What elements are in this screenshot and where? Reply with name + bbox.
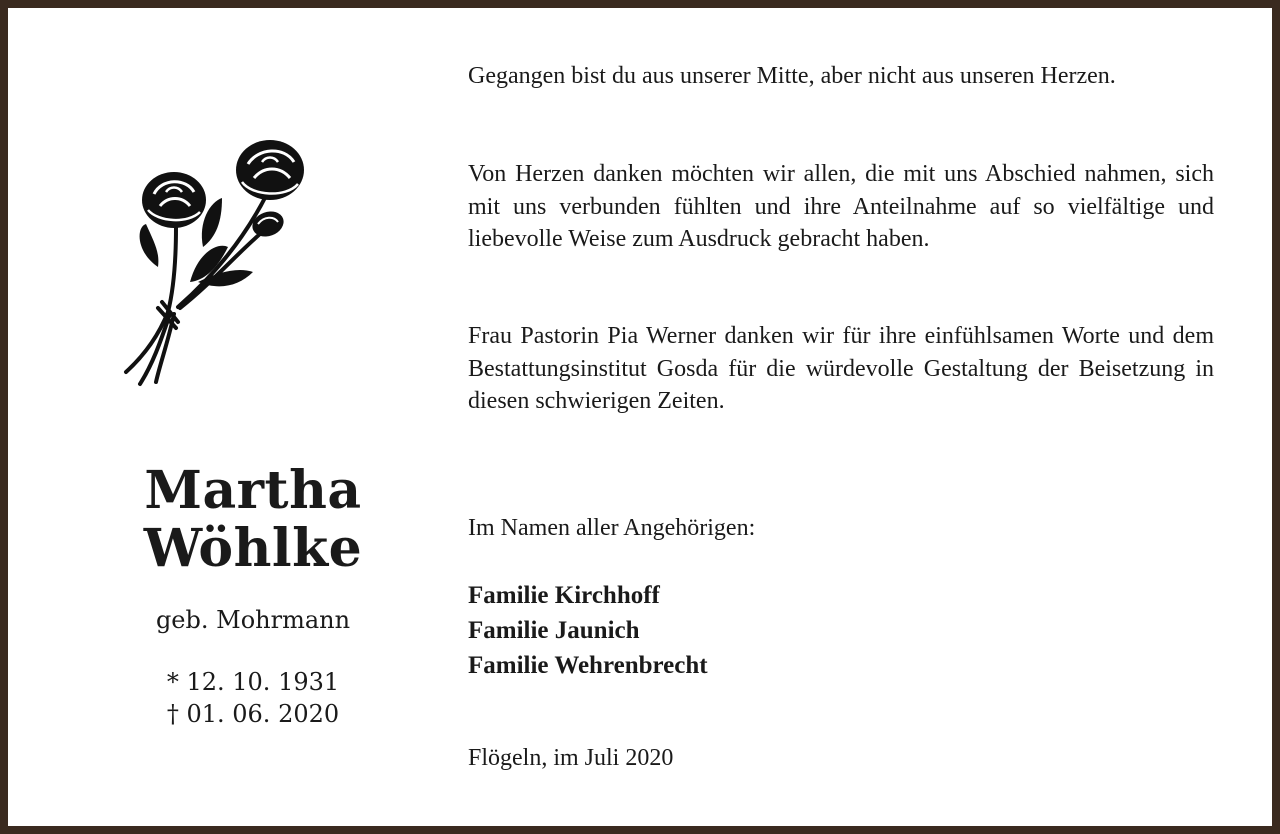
place-date: Flögeln, im Juli 2020 [468,745,674,771]
birth-date: * 12. 10. 1931 [166,668,340,696]
first-name: Martha [144,460,362,521]
message-paragraph-2: Von Herzen danken möchten wir allen, die mit uns Abschied nahmen, sich mit uns verbunden fühlten und ihre Anteilnahme auf so vielfältige und liebevolle Weise zum Ausdruck gebracht haben. [468,161,1214,252]
family-list [468,578,1214,683]
family-item: Familie Wehrenbrecht [468,652,708,679]
deceased-name [118,462,388,578]
death-date: † 01. 06. 2020 [166,700,340,728]
closing-line: Im Namen aller Angehörigen: [468,515,756,541]
life-dates [118,666,388,730]
maiden-name: geb. Mohrmann [155,606,351,634]
roses-bouquet-icon [118,132,310,390]
message-paragraph-1: Gegangen bist du aus unserer Mitte, aber nicht aus unseren Herzen. [468,63,1116,89]
last-name: Wöhlke [143,518,363,579]
message-paragraph-3: Frau Pastorin Pia Werner danken wir für ihre einfühlsamen Worte und dem Bestattungsinstitut Gosda für die würdevolle Gestaltung der Beisetzung in diesen schwierigen Zeiten. [468,323,1214,414]
family-item: Familie Jaunich [468,617,640,644]
family-item: Familie Kirchhoff [468,582,660,609]
